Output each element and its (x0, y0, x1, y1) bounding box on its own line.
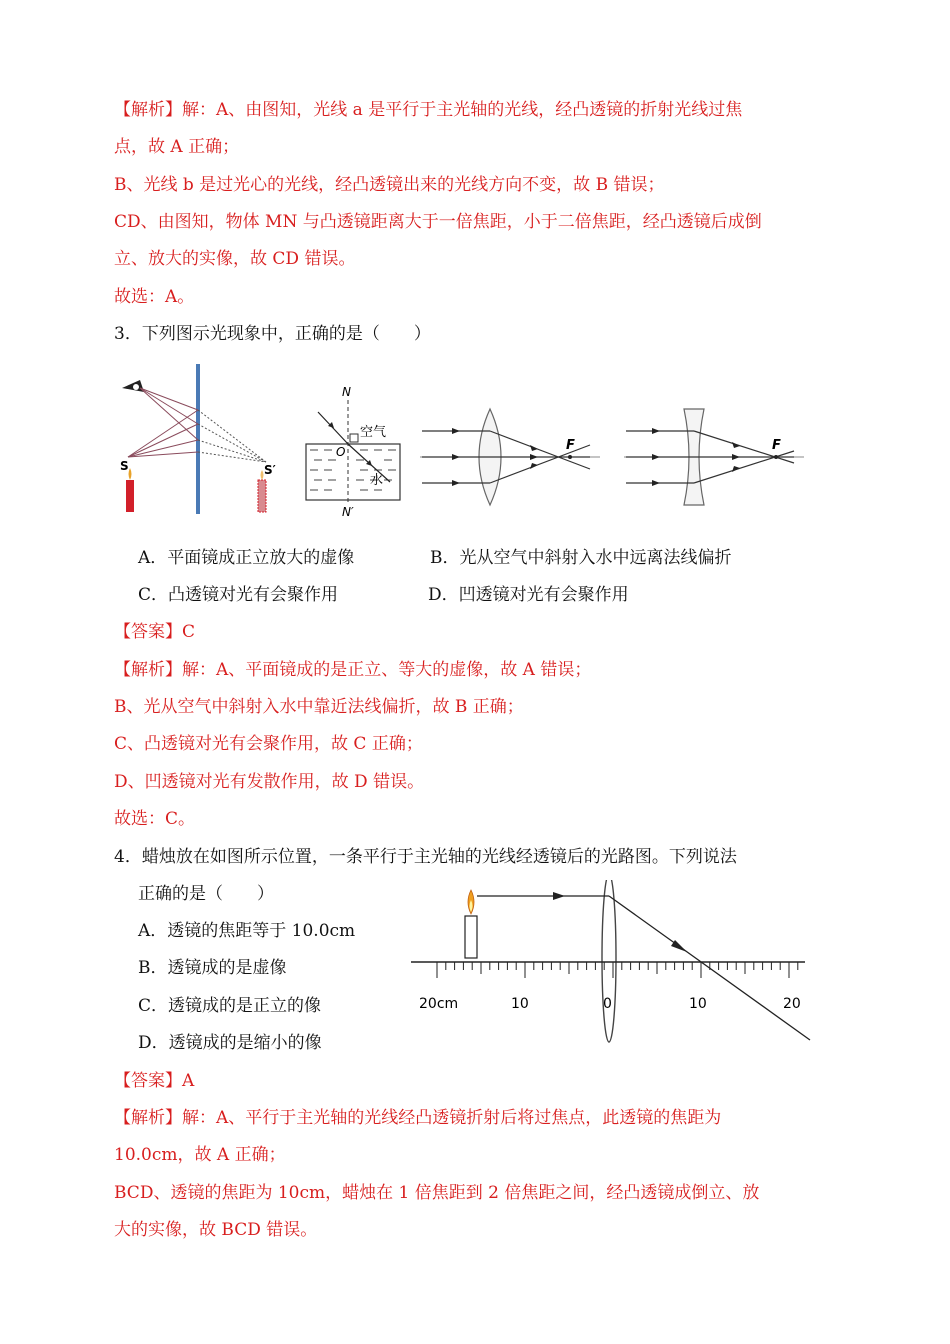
eye-pupil (133, 384, 139, 390)
q3-analysis-line-2: B、光从空气中斜射入水中靠近法线偏折，故 B 正确； (114, 697, 524, 717)
prev-analysis-line-4: CD、由图知，物体 MN 与凸透镜距离大于一倍焦距，小于二倍焦距，经凸透镜后成倒 (114, 212, 762, 232)
lens (602, 880, 616, 1042)
ruler-label-20cm: 20cm (419, 996, 459, 1012)
q4-analysis-line-3: BCD、透镜的焦距为 10cm，蜡烛在 1 倍焦距到 2 倍焦距之间，经凸透镜成倒立、放 (114, 1183, 760, 1203)
q3-answer: 【答案】C (114, 622, 196, 642)
ruler-label-right-20: 20 (783, 996, 801, 1012)
q4-option-d[interactable]: D．透镜成的是缩小的像 (138, 1033, 322, 1053)
q3-stem: 3．下列图示光现象中，正确的是（ ） (114, 324, 431, 344)
label-s-prime: S′ (264, 463, 276, 477)
q3-option-c[interactable]: C．凸透镜对光有会聚作用 (138, 585, 339, 605)
q4-analysis-line-1: 【解析】解：A、平行于主光轴的光线经凸透镜折射后将过焦点，此透镜的焦距为 (114, 1108, 722, 1128)
q3-analysis-line-3: C、凸透镜对光有会聚作用，故 C 正确； (114, 734, 423, 754)
q3-fig-convex-lens (420, 405, 610, 510)
q3-analysis-line-1: 【解析】解：A、平面镜成的是正立、等大的虚像，故 A 错误； (114, 660, 592, 680)
prev-analysis-line-2: 点，故 A 正确； (114, 137, 240, 157)
q4-option-c[interactable]: C．透镜成的是正立的像 (138, 996, 322, 1016)
label-n-prime: N′ (342, 505, 354, 519)
prev-analysis-line-3: B、光线 b 是过光心的光线，经凸透镜出来的光线方向不变，故 B 错误； (114, 175, 665, 195)
q4-option-a[interactable]: A．透镜的焦距等于 10.0cm (138, 921, 356, 941)
prev-analysis-line-5: 立、放大的实像，故 CD 错误。 (114, 249, 356, 269)
q4-answer: 【答案】A (114, 1071, 195, 1091)
water-tank (306, 444, 400, 500)
ruler-label-right-10: 10 (689, 996, 707, 1012)
label-f2: F (772, 438, 781, 453)
q4-fig-ruler-lens (405, 880, 815, 1045)
candle-s (126, 480, 134, 512)
q4-analysis-line-4: 大的实像，故 BCD 错误。 (114, 1220, 318, 1240)
eye-icon (122, 380, 144, 392)
q3-analysis-line-4: D、凹透镜对光有发散作用，故 D 错误。 (114, 772, 425, 792)
q4-option-b[interactable]: B．透镜成的是虚像 (138, 958, 287, 978)
q3-option-a[interactable]: A．平面镜成正立放大的虚像 (138, 548, 355, 568)
q4-stem: 4．蜡烛放在如图所示位置，一条平行于主光轴的光线经透镜后的光路图。下列说法 (114, 847, 737, 867)
prev-analysis-line-1: 【解析】解：A、由图知，光线 a 是平行于主光轴的光线，经凸透镜的折射光线过焦 (114, 100, 743, 120)
candle-s-prime (258, 480, 266, 512)
flame-s (129, 468, 132, 480)
label-air: 空气 (360, 425, 387, 440)
q4-analysis-line-2: 10.0cm，故 A 正确； (114, 1145, 286, 1165)
q3-option-d[interactable]: D．凹透镜对光有会聚作用 (428, 585, 629, 605)
q3-option-b[interactable]: B．光从空气中斜射入水中远离法线偏折 (430, 548, 732, 568)
q3-answer-choice: 故选：C。 (114, 809, 196, 829)
q3-fig-concave-lens (624, 405, 814, 510)
prev-answer-choice: 故选：A。 (114, 287, 195, 307)
label-s: S (120, 459, 129, 473)
q3-fig-plane-mirror (118, 362, 288, 522)
q3-fig-refraction (300, 382, 410, 522)
label-f1: F (566, 438, 575, 453)
label-water: 水 (370, 473, 384, 488)
ruler-label-left-10: 10 (511, 996, 529, 1012)
label-o: O (336, 445, 346, 459)
q4-stem-2: 正确的是（ ） (138, 884, 274, 904)
candle (465, 916, 477, 958)
ruler-label-0: 0 (603, 996, 612, 1012)
label-n: N (342, 385, 351, 399)
